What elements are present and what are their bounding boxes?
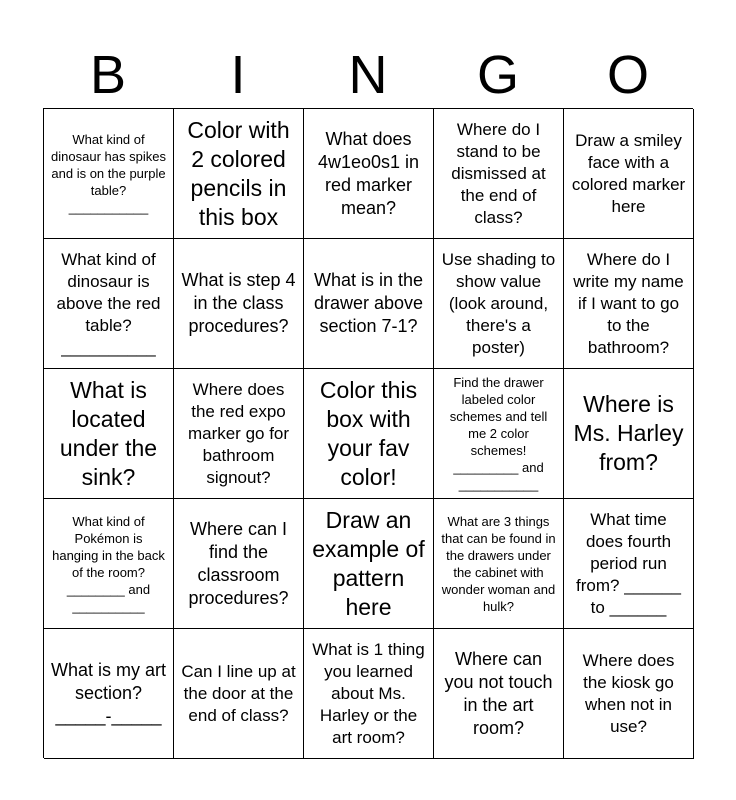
bingo-cell-r5c3[interactable] <box>304 629 434 759</box>
bingo-cell-r5c5[interactable] <box>564 629 694 759</box>
bingo-cell-r3c4[interactable] <box>434 369 564 499</box>
bingo-cell-r4c1[interactable] <box>44 499 174 629</box>
cell-text: Where can I find the classroom procedures? <box>188 518 289 608</box>
cell-text: What kind of dinosaur has spikes and is on the purple table? ___________ <box>51 132 166 215</box>
bingo-cell-r4c3[interactable] <box>304 499 434 629</box>
cell-text: Draw a smiley face with a colored marker here <box>571 130 686 216</box>
header-letter-i: I <box>230 45 246 105</box>
bingo-cell-r2c1[interactable] <box>44 239 174 369</box>
cell-text: What are 3 things that can be found in the drawers under the cabinet with wonder woman and hulk? <box>441 513 556 614</box>
header-letter-b: B <box>89 45 127 105</box>
cell-text: Where is Ms. Harley from? <box>573 391 684 475</box>
cell-text: What time does fourth period run from? ______ to ______ <box>576 509 681 617</box>
header-letter-g: G <box>476 45 519 105</box>
bingo-header <box>43 42 693 108</box>
bingo-cell-r2c5[interactable] <box>564 239 694 369</box>
bingo-cell-r1c1[interactable] <box>44 109 174 239</box>
cell-text: Color with 2 colored pencils in this box <box>187 116 290 230</box>
bingo-cell-r2c2[interactable] <box>174 239 304 369</box>
cell-text: What kind of Pokémon is hanging in the back of the room? ________ and __________ <box>52 513 165 614</box>
cell-text: Find the drawer labeled color schemes and tell me 2 color schemes! _________ and ___________ <box>449 375 548 492</box>
cell-text: Can I line up at the door at the end of class? <box>181 661 296 725</box>
bingo-cell-r2c3[interactable] <box>304 239 434 369</box>
bingo-cell-r1c3[interactable] <box>304 109 434 239</box>
cell-text: Draw an example of pattern here <box>312 506 425 620</box>
bingo-cell-r3c3[interactable] <box>304 369 434 499</box>
cell-text: What kind of dinosaur is above the red table? __________ <box>56 249 161 357</box>
bingo-cell-r1c4[interactable] <box>434 109 564 239</box>
cell-text: Where do I stand to be dismissed at the end of class? <box>451 119 546 227</box>
bingo-cell-r3c1[interactable] <box>44 369 174 499</box>
cell-text: What is my art section? _____-_____ <box>50 660 166 726</box>
bingo-cell-r2c4[interactable] <box>434 239 564 369</box>
bingo-cell-r3c2[interactable] <box>174 369 304 499</box>
bingo-cell-r4c5[interactable] <box>564 499 694 629</box>
cell-text: What is in the drawer above section 7-1? <box>313 270 424 336</box>
cell-text: What is step 4 in the class procedures? <box>181 270 296 336</box>
cell-text: What is 1 thing you learned about Ms. Harley or the art room? <box>312 639 425 747</box>
bingo-cell-r4c2[interactable] <box>174 499 304 629</box>
bingo-cell-r4c4[interactable] <box>434 499 564 629</box>
cell-text: Where does the kiosk go when not in use? <box>582 650 675 736</box>
bingo-cell-r5c4[interactable] <box>434 629 564 759</box>
bingo-cell-r5c1[interactable] <box>44 629 174 759</box>
cell-text: Where does the red expo marker go for bathroom signout? <box>187 379 290 487</box>
bingo-cell-r1c5[interactable] <box>564 109 694 239</box>
header-letter-o: O <box>606 45 649 105</box>
bingo-cell-r5c2[interactable] <box>174 629 304 759</box>
bingo-grid <box>43 108 693 758</box>
cell-text: Use shading to show value (look around, there's a poster) <box>441 249 556 357</box>
header-letter-n: N <box>348 45 388 105</box>
bingo-cell-r3c5[interactable] <box>564 369 694 499</box>
cell-text: What is located under the sink? <box>59 376 158 490</box>
bingo-cell-r1c2[interactable] <box>174 109 304 239</box>
cell-text: Where do I write my name if I want to go to the bathroom? <box>573 249 684 357</box>
cell-text: Color this box with your fav color! <box>319 376 418 490</box>
cell-text: Where can you not touch in the art room? <box>444 648 553 738</box>
cell-text: What does 4w1eo0s1 in red marker mean? <box>317 128 420 218</box>
